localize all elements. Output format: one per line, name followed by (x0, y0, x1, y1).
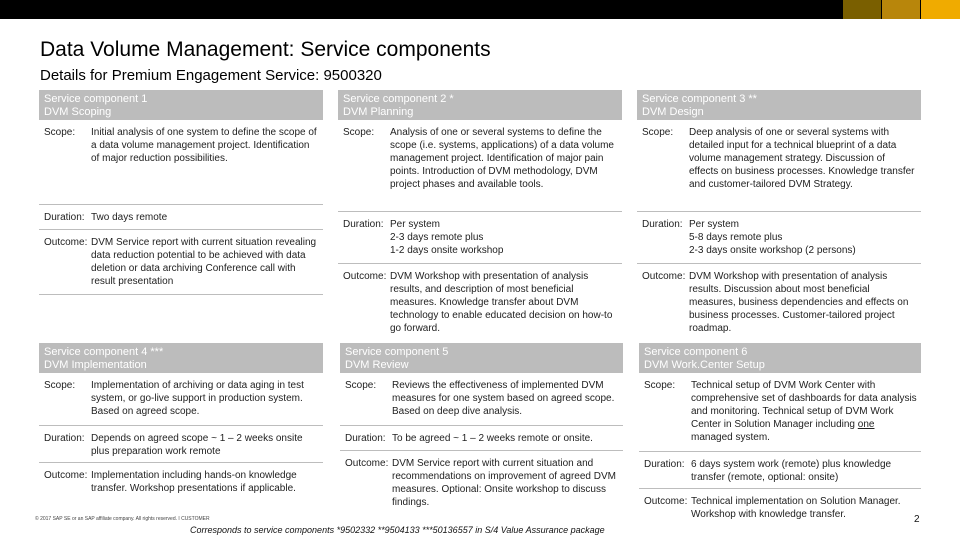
service-component-5 (340, 343, 623, 511)
brand-swatch-dark (843, 0, 881, 19)
component-header (39, 343, 323, 373)
duration-label: Duration: (44, 433, 85, 444)
component-number: Service component 6 (644, 346, 748, 358)
page-title: Data Volume Management: Service components (40, 38, 491, 61)
component-number: Service component 1 (44, 93, 148, 105)
duration-row (39, 426, 323, 463)
scope-label: Scope: (343, 127, 375, 138)
outcome-label: Outcome: (44, 237, 88, 248)
top-bar (0, 0, 960, 19)
component-header (39, 90, 323, 120)
outcome-row (39, 230, 323, 295)
duration-label: Duration: (343, 219, 384, 230)
component-header (639, 343, 921, 373)
duration-row (637, 212, 921, 264)
duration-row (338, 212, 622, 264)
outcome-label: Outcome: (642, 271, 686, 282)
outcome-label: Outcome: (44, 470, 88, 481)
outcome-text: DVM Workshop with presentation of analysis results, and description of most beneficial measures. Knowledge transfer about DVM technology to enable educated decision on how-to go forward. (390, 271, 613, 334)
duration-text: Per system 5-8 days remote plus 2-3 days onsite workshop (2 persons) (689, 219, 856, 256)
service-component-1 (39, 90, 323, 295)
outcome-row (639, 489, 921, 529)
component-name: DVM Work.Center Setup (644, 359, 765, 371)
scope-text-part: Technical setup of DVM Work Center with comprehensive set of dashboards for data analysis and monitoring. Technical setup of DVM Work Center in Solution Manager including (691, 380, 917, 430)
component-header (340, 343, 623, 373)
duration-label: Duration: (44, 212, 85, 223)
scope-text: Reviews the effectiveness of implemented DVM measures for one system based on agreed scope. Based on deep dive analysis. (392, 380, 615, 417)
outcome-row (340, 451, 623, 511)
scope-row (637, 120, 921, 212)
component-name: DVM Scoping (44, 106, 112, 118)
service-component-2 (338, 90, 622, 336)
outcome-row (637, 264, 921, 336)
component-number: Service component 3 ** (642, 93, 757, 105)
component-number: Service component 5 (345, 346, 449, 358)
service-component-6 (639, 343, 921, 529)
service-component-3 (637, 90, 921, 336)
scope-row (340, 373, 623, 426)
copyright-footer: © 2017 SAP SE or an SAP affiliate company. All rights reserved. ǀ CUSTOMER (35, 516, 210, 522)
scope-label: Scope: (644, 380, 676, 391)
outcome-text: DVM Service report with current situation and recommendations on improvement of agreed DVM measures. Optional: Onsite workshop to discuss findings. (392, 458, 616, 508)
component-name: DVM Design (642, 106, 704, 118)
duration-text: Two days remote (91, 212, 168, 223)
scope-text-part: managed system. (691, 432, 770, 443)
outcome-text: DVM Service report with current situation revealing data reduction potential to be achieved with data deletion or data archiving Conference call with result presentation (91, 237, 317, 287)
brand-swatch-mid (882, 0, 920, 19)
scope-label: Scope: (44, 127, 76, 138)
outcome-text: Technical implementation on Solution Manager. Workshop with knowledge transfer. (691, 496, 901, 520)
service-component-4 (39, 343, 323, 513)
outcome-label: Outcome: (644, 496, 688, 507)
component-name: DVM Review (345, 359, 409, 371)
component-name: DVM Planning (343, 106, 414, 118)
scope-text: Deep analysis of one or several systems with detailed input for a technical blueprint of a data volume management strategy. Discussion of effects on business processes. Knowledge transfer and customer-tailored DVM Strategy. (689, 127, 915, 190)
scope-text: Analysis of one or several systems to define the scope (i.e. systems, applications) of a data volume management project. Identification of major pain points. Introduction of DVM methodology, DVM project phases and available tools. (390, 127, 614, 190)
duration-row (340, 426, 623, 451)
scope-label: Scope: (345, 380, 377, 391)
component-number: Service component 4 *** (44, 346, 164, 358)
duration-row (39, 205, 323, 230)
outcome-text: Implementation including hands-on knowledge transfer. Workshop presentations if applicable. (91, 470, 297, 494)
outcome-label: Outcome: (345, 458, 389, 469)
component-header (338, 90, 622, 120)
duration-text: Per system 2-3 days remote plus 1-2 days onsite workshop (390, 219, 504, 256)
brand-swatch-light (921, 0, 960, 19)
scope-row (39, 373, 323, 426)
outcome-label: Outcome: (343, 271, 387, 282)
duration-text: 6 days system work (remote) plus knowledge transfer (remote, optional: onsite) (691, 459, 892, 483)
scope-label: Scope: (642, 127, 674, 138)
footnote: Corresponds to service components *9502332 **9504133 ***50136557 in S/4 Value Assurance package (190, 525, 605, 535)
scope-text (691, 379, 921, 447)
scope-text: Initial analysis of one system to define the scope of a data volume management project. Identification of major reduction possibilities. (91, 127, 317, 164)
duration-row (639, 452, 921, 489)
duration-text: To be agreed ~ 1 – 2 weeks remote or onsite. (392, 433, 593, 444)
scope-row (639, 373, 921, 452)
component-name: DVM Implementation (44, 359, 147, 371)
outcome-row (338, 264, 622, 336)
duration-text: Depends on agreed scope ~ 1 – 2 weeks onsite plus preparation work remote (91, 433, 303, 457)
outcome-row (39, 463, 323, 513)
scope-label: Scope: (44, 380, 76, 391)
duration-label: Duration: (642, 219, 683, 230)
page-number: 2 (914, 514, 920, 525)
component-header (637, 90, 921, 120)
duration-label: Duration: (345, 433, 386, 444)
scope-text: Implementation of archiving or data aging in test system, or go-live support in production system. Based on agreed scope. (91, 380, 304, 417)
outcome-text: DVM Workshop with presentation of analysis results. Discussion about most beneficial measures, business dependencies and effects on business processes. Customer-tailored project roadmap. (689, 271, 909, 334)
duration-label: Duration: (644, 459, 685, 470)
page-subtitle: Details for Premium Engagement Service: 9500320 (40, 67, 382, 84)
scope-row (39, 120, 323, 205)
scope-emphasis: one (857, 419, 875, 430)
component-number: Service component 2 * (343, 93, 454, 105)
scope-row (338, 120, 622, 212)
